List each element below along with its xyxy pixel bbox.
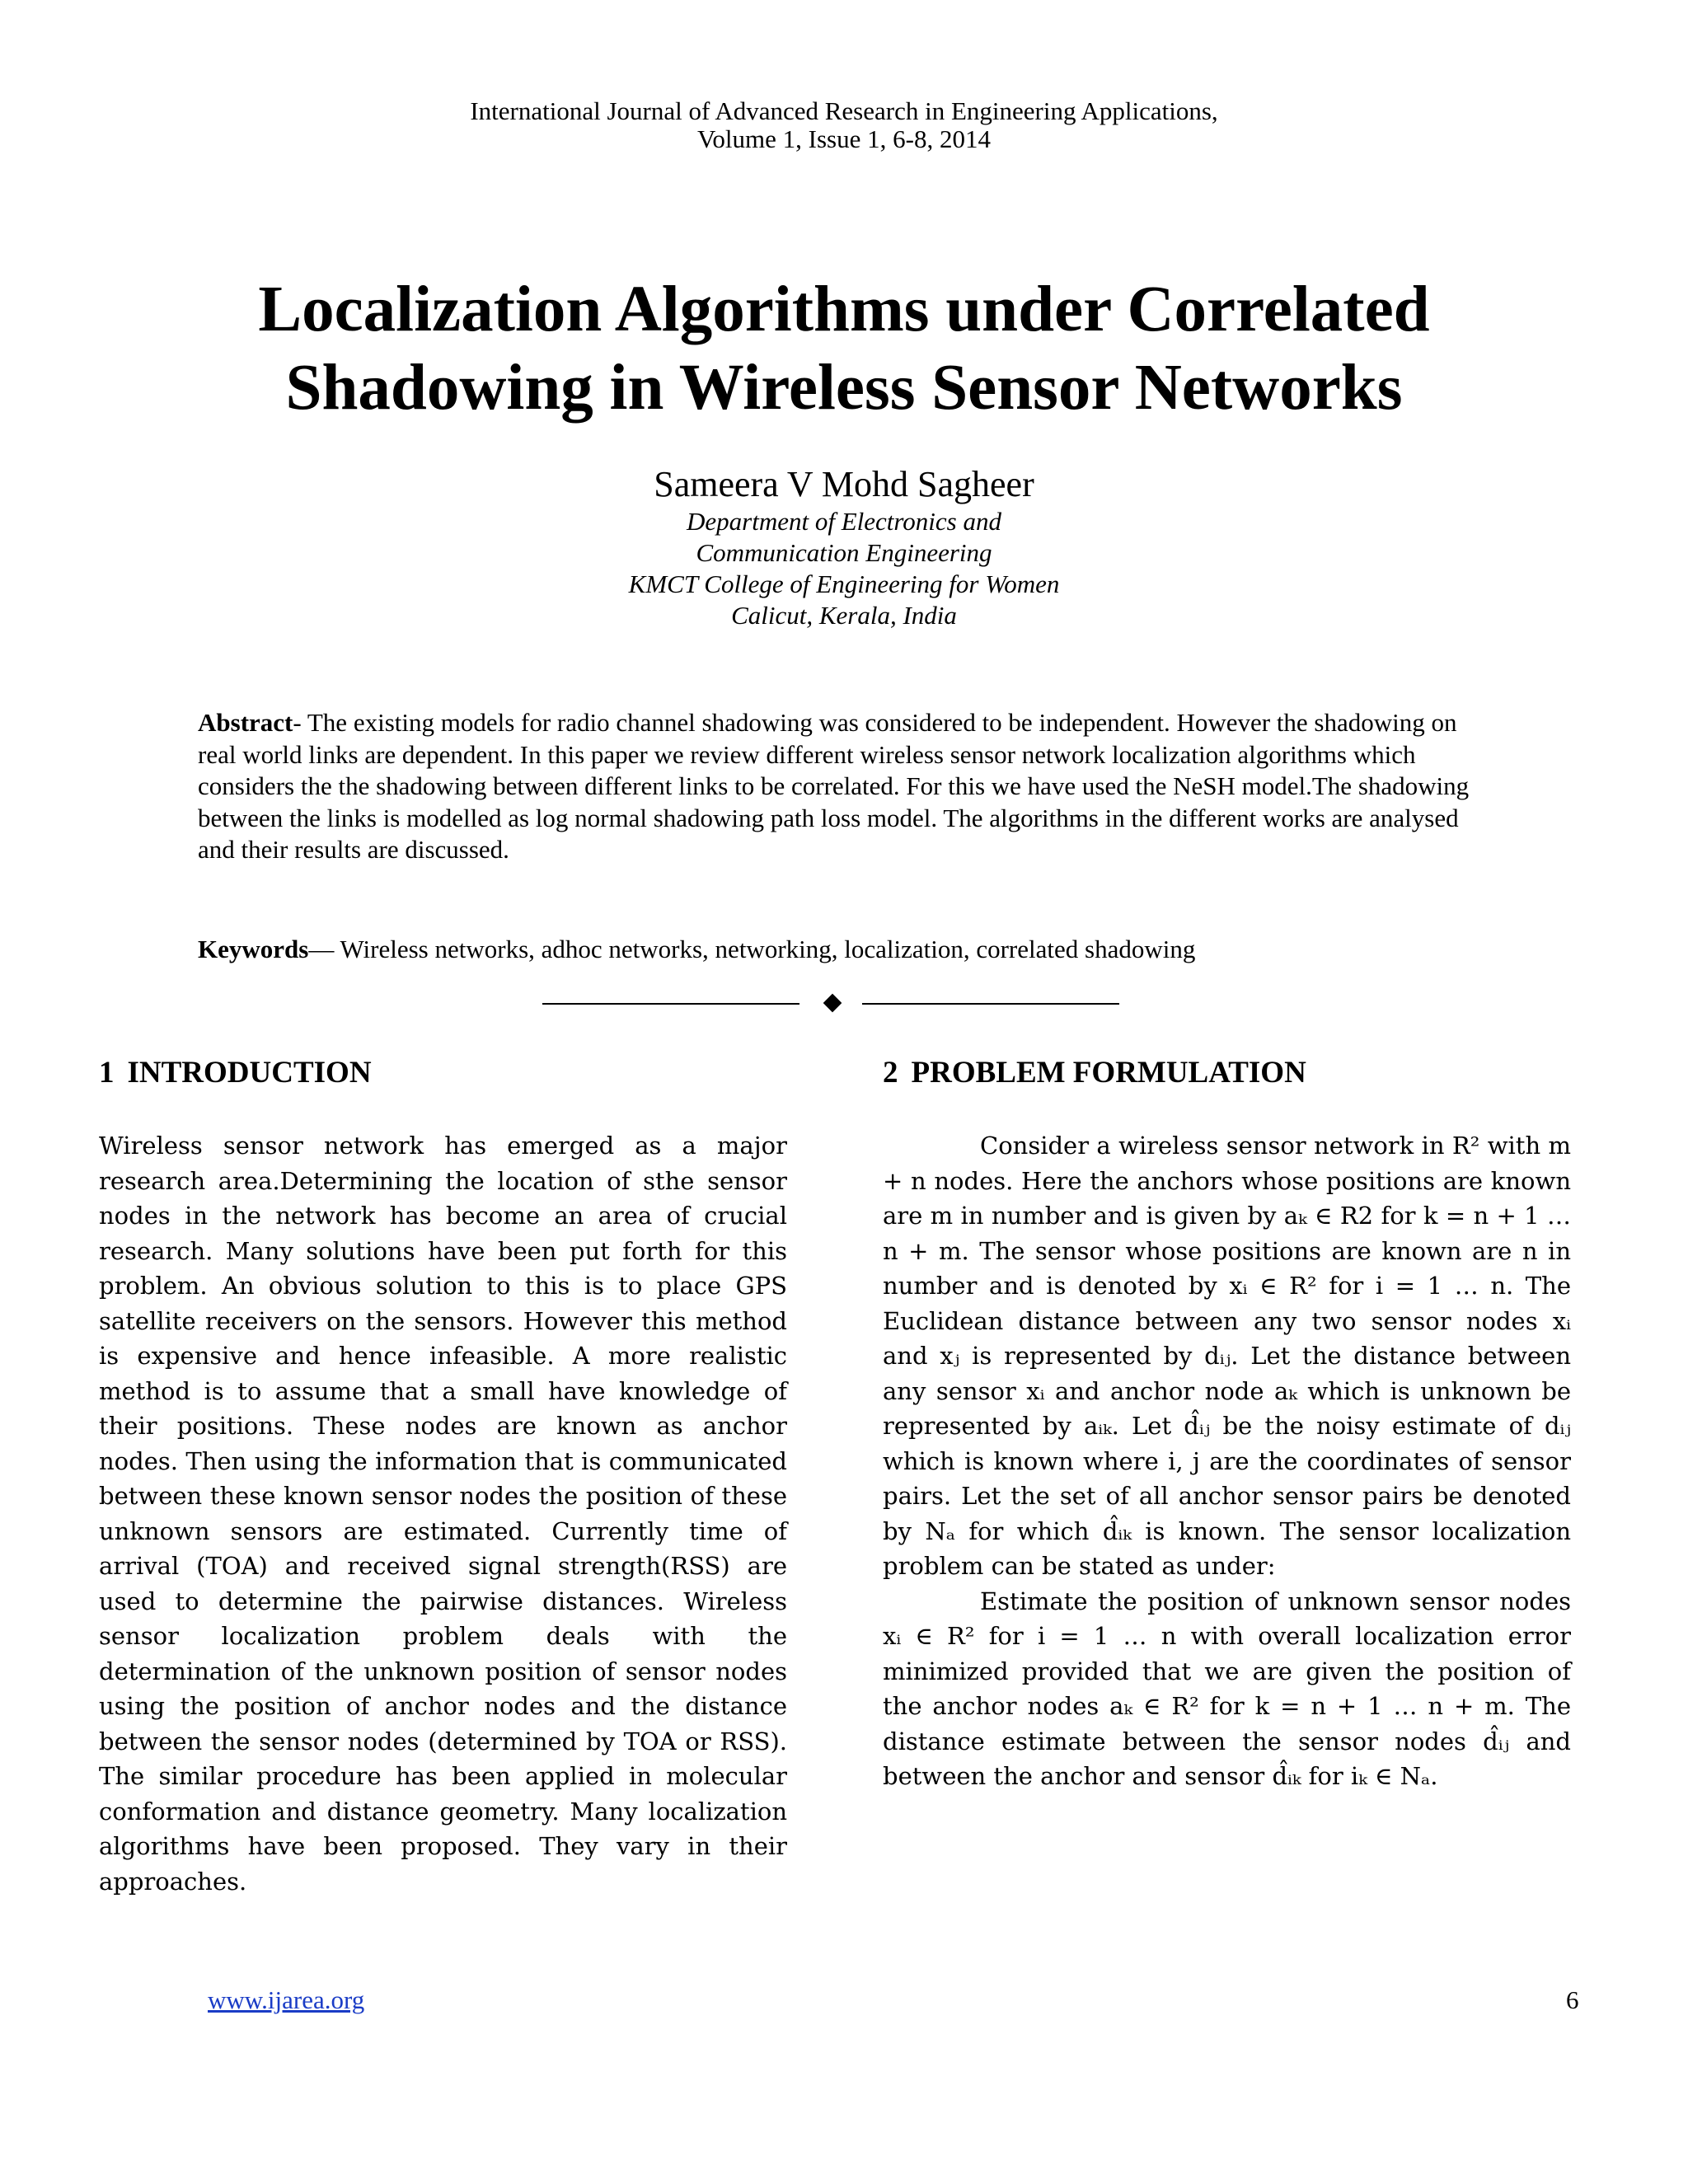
section-title: INTRODUCTION	[127, 1056, 372, 1090]
keywords-separator: —	[308, 935, 340, 963]
introduction-heading	[99, 1055, 787, 1091]
section-divider	[0, 994, 1688, 1014]
problem-formulation-section	[883, 1055, 1571, 1794]
section-number: 2	[883, 1056, 898, 1090]
journal-name: International Journal of Advanced Research in Engineering Applications,	[470, 96, 1218, 125]
abstract	[198, 707, 1490, 866]
introduction-paragraph: Wireless sensor network has emerged as a major research area.Determining the location of sthe sensor nodes in the network has become an area of crucial research. Many solutions have been put forth for this problem. An obvious solution to this is to place GPS satellite receivers on the sensors. However this method is expensive and hence infeasible. A more realistic method is to assume that a small have knowledge of their positions. These nodes are known as anchor nodes. Then using the information that is communicated between these known sensor nodes the position of these unknown sensors are estimated. Currently time of arrival (TOA) and received signal strength(RSS) are used to determine the pairwise distances. Wireless sensor localization problem deals with the determination of the unknown position of sensor nodes using the position of anchor nodes and the distance between the sensor nodes (determined by TOA or RSS). The similar procedure has been applied in molecular conformation and distance geometry. Many localization algorithms have been proposed. They vary in their approaches.	[99, 1132, 787, 1896]
affiliation-line: KMCT College of Engineering for Women	[628, 569, 1060, 598]
section-title: PROBLEM FORMULATION	[911, 1056, 1306, 1090]
introduction-section	[99, 1055, 787, 1899]
section-number: 1	[99, 1056, 115, 1090]
problem-formulation-heading	[883, 1055, 1571, 1091]
affiliation-line: Department of Electronics and	[687, 507, 1001, 536]
problem-paragraph-2: Estimate the position of unknown sensor nodes xᵢ ∈ R² for i = 1 … n with overall localization error minimized provided that we are given the position of the anchor nodes aₖ ∈ R² for k = n + 1 … n + m. The distance estimate between the sensor nodes d̂ᵢⱼ and between the anchor and sensor d̂ᵢₖ for iₖ ∈ Nₐ.	[883, 1586, 1571, 1790]
abstract-label: Abstract	[198, 708, 293, 737]
keywords	[198, 934, 1490, 965]
keywords-label: Keywords	[198, 935, 309, 963]
journal-volume: Volume 1, Issue 1, 6-8, 2014	[697, 124, 991, 153]
abstract-text: - The existing models for radio channel shadowing was considered to be independent. However the shadowing on real world links are dependent. In this paper we review different wireless sensor network localization algorithms which considers the the shadowing between different links to be correlated. For this we have used the NeSH model.The shadowing between the links is modelled as log normal shadowing path loss model. The algorithms in the different works are analysed and their results are discussed.	[198, 708, 1470, 864]
divider-line-right	[862, 1003, 1119, 1005]
paper-title: Localization Algorithms under Correlated Shadowing in Wireless Sensor Networks	[258, 274, 1430, 424]
page-number: 6	[1566, 1985, 1579, 2014]
keywords-text: Wireless networks, adhoc networks, networking, localization, correlated shadowing	[340, 935, 1196, 963]
affiliation-line: Communication Engineering	[696, 538, 992, 567]
website-link[interactable]: www.ijarea.org	[208, 1985, 365, 2014]
author-block	[0, 463, 1688, 631]
divider-line-left	[542, 1003, 799, 1005]
diamond-icon	[823, 994, 842, 1013]
problem-paragraph-1: Consider a wireless sensor network in R² with m + n nodes. Here the anchors whose positions are known are m in number and is given by aₖ ∈ R2 for k = n + 1 … n + m. The sensor whose positions are known are n in number and is denoted by xᵢ ∈ R² for i = 1 … n. The Euclidean distance between any two sensor nodes xᵢ and xⱼ is represented by dᵢⱼ. Let the distance between any sensor xᵢ and anchor node aₖ which is unknown be represented by aᵢₖ. Let d̂ᵢⱼ be the noisy estimate of dᵢⱼ which is known where i, j are the coordinates of sensor pairs. Let the set of all anchor sensor pairs be denoted by Nₐ for which d̂ᵢₖ is known. The sensor localization problem can be stated as under:	[883, 1132, 1571, 1580]
author-name: Sameera V Mohd Sagheer	[654, 464, 1034, 504]
journal-header	[0, 97, 1688, 153]
affiliation-line: Calicut, Kerala, India	[731, 601, 957, 630]
